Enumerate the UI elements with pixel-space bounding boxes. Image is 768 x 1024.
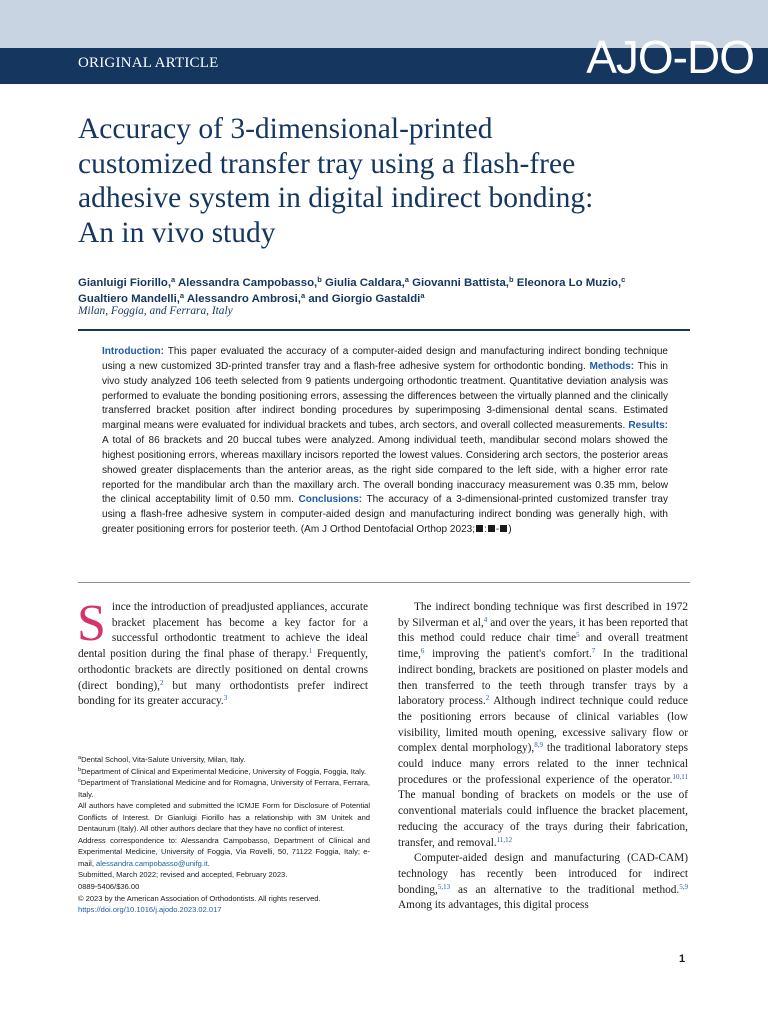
body-paragraph: Computer-aided design and manufacturing (CAD-CAM) technology has recently been introduced for indirect bonding,$^{5,13}$ as an alternative to the traditional method.$^{5,9}$ Among its advantages, this digital process [398,852,688,912]
doi-link[interactable]: https://doi.org/10.1016/j.ajodo.2023.02.017 [78,905,222,915]
reference-link[interactable]: 4 [483,615,488,624]
reference-link[interactable]: 1 [308,647,313,656]
footnote-affiliation-c: $^c$Department of Translational Medicine and for Romagna, University of Ferrara, Ferrara, Italy. [78,778,370,799]
footnotes [78,754,370,916]
reference-link[interactable]: 5,13 [437,882,451,891]
body-column-right [398,600,688,914]
footnote-issn: 0889-5406/$36.00 [78,882,140,892]
reference-link[interactable]: 11,12 [496,835,513,844]
author-affiliation-mark: c [621,275,626,284]
reference-link[interactable]: 5,9 [679,882,688,891]
abstract-top-rule [78,329,690,331]
abstract-results-label: Results: [628,420,668,432]
abstract-methods-label: Methods: [589,360,635,372]
author-list [78,276,698,307]
abstract-introduction-label: Introduction: [102,346,164,357]
reference-link[interactable]: 7 [591,647,596,656]
journal-logo: AJO-DO [586,31,754,83]
placeholder-square-icon [488,525,495,532]
author-affiliation-mark: b [508,275,514,284]
author-affiliation-mark: a [179,290,185,300]
footnote-submitted: Submitted, March 2022; revised and accepted, February 2023. [78,870,288,880]
correspondence-email-link[interactable]: alessandra.campobasso@unifg.it [96,858,208,868]
body-paragraph: ince the introduction of preadjusted appliances, accurate bracket placement has become a key factor for a successful orthodontic treatment to achieve the ideal dental position during the final phase of therapy.$^1$ Frequently, orthodontic brackets are directly positioned on dental crowns (direct bonding),$^2$ but many orthodontists prefer indirect bonding for its greater accuracy.$^3$ [78,601,369,708]
footnote-affiliation-a: $^a$Dental School, Vita-Salute University, Milan, Italy. [78,755,246,764]
author-affiliation-mark: a [300,290,306,300]
footnote-copyright: © 2023 by the American Association of Orthodontists. All rights reserved. [78,893,321,903]
footnote-affiliation-b: $^b$Department of Clinical and Experimental Medicine, University of Foggia, Foggia, Italy. [78,766,367,776]
reference-link[interactable]: 2 [160,678,164,687]
abstract-results-text: A total of 86 brackets and 20 buccal tubes were analyzed. Among individual teeth, mandibular second molars showed the highest positioning errors, whereas maxillary incisors reported the lowest values. Considering arch sectors, the posterior areas showed greater displacements than the anterior areas, as the right side compared to the left side, with a higher error rate reported for the mandibular arch than the maxillary arch. The overall bonding inaccuracy measurement was 0.35 mm, below the clinical acceptability limit of 0.50 mm. [102,435,668,506]
abstract-bottom-rule [78,582,690,583]
abstract-introduction-text: This paper evaluated the accuracy of a computer-aided design and manufacturing indirect bonding technique using a new customized 3D-printed transfer tray and a flash-free adhesive system for orthodontic bonding. [102,346,668,372]
author-name: Alessandra Campobasso, [177,277,318,289]
affiliation-locations: Milan, Foggia, and Ferrara, Italy [78,305,233,317]
author-affiliation-mark: b [317,275,322,284]
reference-link[interactable]: 8,9 [534,741,543,750]
reference-link[interactable]: 10,11 [672,772,688,781]
reference-link[interactable]: 6 [420,647,425,656]
author-affiliation-mark: a [404,275,409,284]
author-affiliation-mark: a [420,290,425,300]
author-name: Eleonora Lo Muzio, [516,277,622,289]
reference-link[interactable]: 2 [485,694,490,703]
abstract-methods-text: This in vivo study analyzed 106 teeth selected from 9 patients undergoing orthodontic treatment. Quantitative deviation analysis was performed to evaluate the bonding positioning errors, assessing the differences between the virtually planned and the clinically transferred bracket position after indirect bonding procedures by superimposing 3-dimensional dental scans. Estimated marginal means were evaluated for individual brackets and tubes, arch sectors, and overall collected measurements. [102,360,669,432]
footnote-disclosure: All authors have completed and submitted the ICMJE Form for Disclosure of Potential Conflicts of Interest. Dr Gianluigi Fiorillo has a relationship with 3M Unitek and Dentaurum (Italy). All other authors declare that they have no conflict of interest. [78,801,370,834]
article-title: Accuracy of 3-dimensional-printed customized transfer tray using a flash-free adhesive system in digital indirect bonding: An in vivo study [78,113,594,249]
abstract [102,345,668,538]
placeholder-square-icon [476,525,483,532]
placeholder-square-icon [500,525,507,532]
body-paragraph: The indirect bonding technique was first described in 1972 by Silverman et al,$^4$ and over the years, it has been reported that this method could reduce chair time$^5$ and overall treatment time,$^6$ improving the patient's comfort.$^7$ In the traditional indirect bonding, brackets are positioned on plaster models and then transferred to the teeth through transfer trays by a laboratory process.$^2$ Although indirect technique could reduce the positioning errors because of clinical variables (low visibility, limited mouth opening, excessive salivary flow or complex dental morphology),$^{8,9}$ the traditional laboratory steps could induce many errors related to the inner technical procedures or the professional experience of the operator.$^{10,11}$ The manual bonding of brackets on models or the use of conventional materials could influence the bracket placement, reducing the accuracy of the trays during their fabrication, transfer, and removal.$^{11,12}$ [398,601,689,849]
author-name: Alessandro Ambrosi, [186,292,301,305]
author-name: Giulia Caldara, [325,277,405,289]
body-column-left [77,595,369,710]
article-type-label: ORIGINAL ARTICLE [78,55,219,71]
abstract-conclusions-label: Conclusions: [298,494,363,506]
abstract-citation: (Am J Orthod Dentofacial Orthop 2023; : - ) [298,524,512,536]
author-name: and Giorgio Gastaldi [308,292,421,305]
footnote-correspondence: Address correspondence to: Alessandra Campobasso, Department of Clinical and Experimental Medicine, University of Foggia, Via Rovelli, 50, 71122 Foggia, Italy; e-mail, alessandra.campobasso@unifg.it. [78,835,370,868]
page-number: 1 [679,953,686,965]
reference-link[interactable]: 3 [223,694,228,703]
author-name: Gualtiero Mandelli, [78,292,180,305]
abstract-conclusions-text: The accuracy of a 3-dimensional-printed customized transfer tray using a flash-free adhesive system in computer-aided design and manufacturing indirect bonding was generally high, with greater positioning errors for posterior teeth. [102,494,668,536]
reference-link[interactable]: 5 [576,631,580,640]
author-name: Gianluigi Fiorillo, [78,277,172,289]
author-affiliation-mark: a [171,275,176,284]
drop-cap: S [77,595,106,652]
author-name: Giovanni Battista, [412,277,509,289]
